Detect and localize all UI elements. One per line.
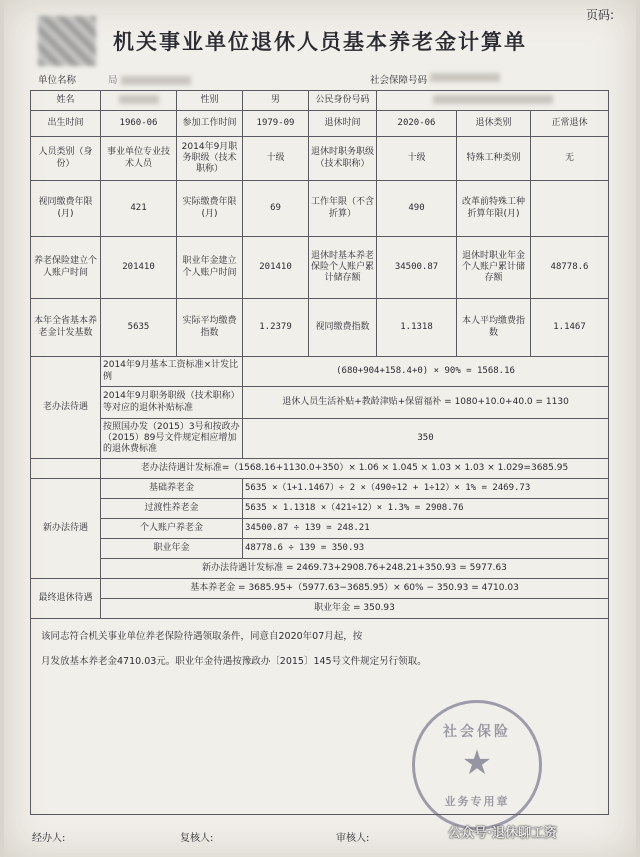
convert-value (531, 181, 609, 237)
old-item1-label: 2014年9月基本工资标准×计发比例 (101, 357, 243, 387)
auditor-label: 审核人: (336, 833, 370, 844)
old-item1-value: (680+904+158.4+0) × 90% = 1568.16 (243, 357, 609, 387)
gender-label: 性别 (177, 91, 243, 111)
table-row (31, 499, 609, 519)
calculation-table (30, 90, 609, 815)
table-row (31, 91, 609, 111)
name-label: 姓名 (31, 91, 101, 111)
person-cat-label: 人员类别（身份） (31, 137, 101, 181)
deemed-index-value: 1.1318 (377, 299, 457, 357)
deemed-index-label: 视同缴费指数 (309, 299, 377, 357)
reviewer-label: 复核人: (180, 833, 214, 844)
actual-years-value: 69 (243, 181, 309, 237)
grade-retire-label: 退休时职务职级（技术职称） (309, 137, 377, 181)
table-row (31, 539, 609, 559)
annuity-store-label: 退休时职业年金个人账户累计储存额 (457, 237, 531, 299)
official-seal (412, 700, 542, 830)
gender-value: 男 (243, 91, 309, 111)
personal-index-value: 1.1467 (531, 299, 609, 357)
retire-value: 2020-06 (377, 111, 457, 137)
notice-line-2: 月发放基本养老金4710.03元。职业年金待遇按豫政办〔2015〕145号文件规定另行领取。 (41, 655, 427, 667)
new-annuity-value: 48778.6 ÷ 139 = 350.93 (243, 539, 609, 559)
new-personal-label: 个人账户养老金 (101, 519, 243, 539)
pension-store-label: 退休时基本养老保险个人账户累计储存额 (309, 237, 377, 299)
new-personal-value: 34500.87 ÷ 139 = 248.21 (243, 519, 609, 539)
actual-index-label: 实际平均缴费指数 (177, 299, 243, 357)
pension-store-value: 34500.87 (377, 237, 457, 299)
grade2014-label: 2014年9月职务职级（技术职称） (177, 137, 243, 181)
name-value-redacted (101, 91, 177, 111)
seal-star-icon: ★ (461, 743, 493, 783)
pension-acct-value: 201410 (101, 237, 177, 299)
table-row (31, 599, 609, 619)
page-title: 机关事业单位退休人员基本养老金计算单 (113, 29, 527, 54)
old-item2-label: 2014年9月职务职级（技术职称）等对应的退休补贴标准 (101, 387, 243, 419)
table-row (31, 479, 609, 499)
work-start-label: 参加工作时间 (177, 111, 243, 137)
table-row (31, 181, 609, 237)
table-row (31, 559, 609, 579)
retire-label: 退休时间 (309, 111, 377, 137)
table-row (31, 459, 609, 479)
new-transition-value: 5635 × 1.1318 ×（421÷12）× 1.3% = 2908.76 (243, 499, 609, 519)
final-annuity: 职业年金 = 350.93 (101, 599, 609, 619)
grade2014-value: 十级 (243, 137, 309, 181)
id-label: 公民身份号码 (309, 91, 377, 111)
new-annuity-label: 职业年金 (101, 539, 243, 559)
page-number-label: 页码: (585, 8, 614, 22)
grade-retire-value: 十级 (377, 137, 457, 181)
avg-wage-value: 5635 (101, 299, 177, 357)
seal-top-text: 社会保险 (443, 724, 511, 740)
actual-years-label: 实际缴费年限(月) (177, 181, 243, 237)
annuity-acct-value: 201410 (243, 237, 309, 299)
personal-index-label: 本人平均缴费指数 (457, 299, 531, 357)
old-total-spacer (31, 459, 101, 479)
table-row (31, 357, 609, 387)
handler-label: 经办人: (32, 833, 66, 844)
seal-bottom-text: 业务专用章 (444, 795, 510, 808)
table-row (31, 419, 609, 459)
watermark: 公众号·退休聊工资 (448, 826, 557, 841)
table-row (31, 387, 609, 419)
unit-label: 单位名称 (38, 75, 77, 86)
notice-line-1: 该同志符合机关事业单位养老保险待遇领取条件，同意自2020年07月起，按 (41, 631, 363, 642)
ssn-label: 社会保障号码 (370, 75, 428, 86)
table-row (31, 299, 609, 357)
final-basic: 基本养老金 = 3685.95+（5977.63−3685.95）× 60% − 350.93 = 4710.03 (101, 579, 609, 599)
deemed-years-value: 421 (101, 181, 177, 237)
new-method-label: 新办法待遇 (31, 479, 101, 579)
ssn-value-redacted (430, 72, 500, 83)
table-row (31, 137, 609, 181)
avg-wage-label: 本年全省基本养老金计发基数 (31, 299, 101, 357)
id-value-redacted (377, 91, 609, 111)
person-cat-value: 事业单位专业技术人员 (101, 137, 177, 181)
work-start-value: 1979-09 (243, 111, 309, 137)
table-row (31, 111, 609, 137)
new-transition-label: 过渡性养老金 (101, 499, 243, 519)
old-method-label: 老办法待遇 (31, 357, 101, 459)
table-row (31, 579, 609, 599)
convert-label: 改革前特殊工种折算年限(月) (457, 181, 531, 237)
table-row (31, 237, 609, 299)
old-item3-value: 350 (243, 419, 609, 459)
annuity-store-value: 48778.6 (531, 237, 609, 299)
birth-value: 1960-06 (101, 111, 177, 137)
old-total: 老办法待遇计发标准=（1568.16+1130.0+350）× 1.06 × 1.045 × 1.03 × 1.03 × 1.029=3685.95 (101, 459, 609, 479)
actual-index-value: 1.2379 (243, 299, 309, 357)
work-years-value: 490 (377, 181, 457, 237)
unit-row (38, 72, 598, 86)
annuity-acct-label: 职业年金建立个人账户时间 (177, 237, 243, 299)
retire-type-label: 退休类别 (457, 111, 531, 137)
table-row (31, 519, 609, 539)
special-value: 无 (531, 137, 609, 181)
work-years-label: 工作年限（不含折算） (309, 181, 377, 237)
new-basic-value: 5635 ×（1+1.1467）÷ 2 ×（490÷12 + 1÷12）× 1% = 2469.73 (243, 479, 609, 499)
old-item3-label: 按照国办发（2015）3号和按政办（2015）89号文件规定相应增加的退休费标准 (101, 419, 243, 459)
new-basic-label: 基础养老金 (101, 479, 243, 499)
deemed-years-label: 视同缴费年限(月) (31, 181, 101, 237)
birth-label: 出生时间 (31, 111, 101, 137)
new-total: 新办法待遇计发标准 = 2469.73+2908.76+248.21+350.93 = 5977.63 (101, 559, 609, 579)
old-item2-value: 退休人员生活补贴+教龄津贴+保留福补 = 1080+10.0+40.0 = 1130 (243, 387, 609, 419)
final-label: 最终退休待遇 (31, 579, 101, 619)
retire-type-value: 正常退休 (531, 111, 609, 137)
special-label: 特殊工种类别 (457, 137, 531, 181)
pension-acct-label: 养老保险建立个人账户时间 (31, 237, 101, 299)
unit-value: 局 (108, 72, 191, 86)
